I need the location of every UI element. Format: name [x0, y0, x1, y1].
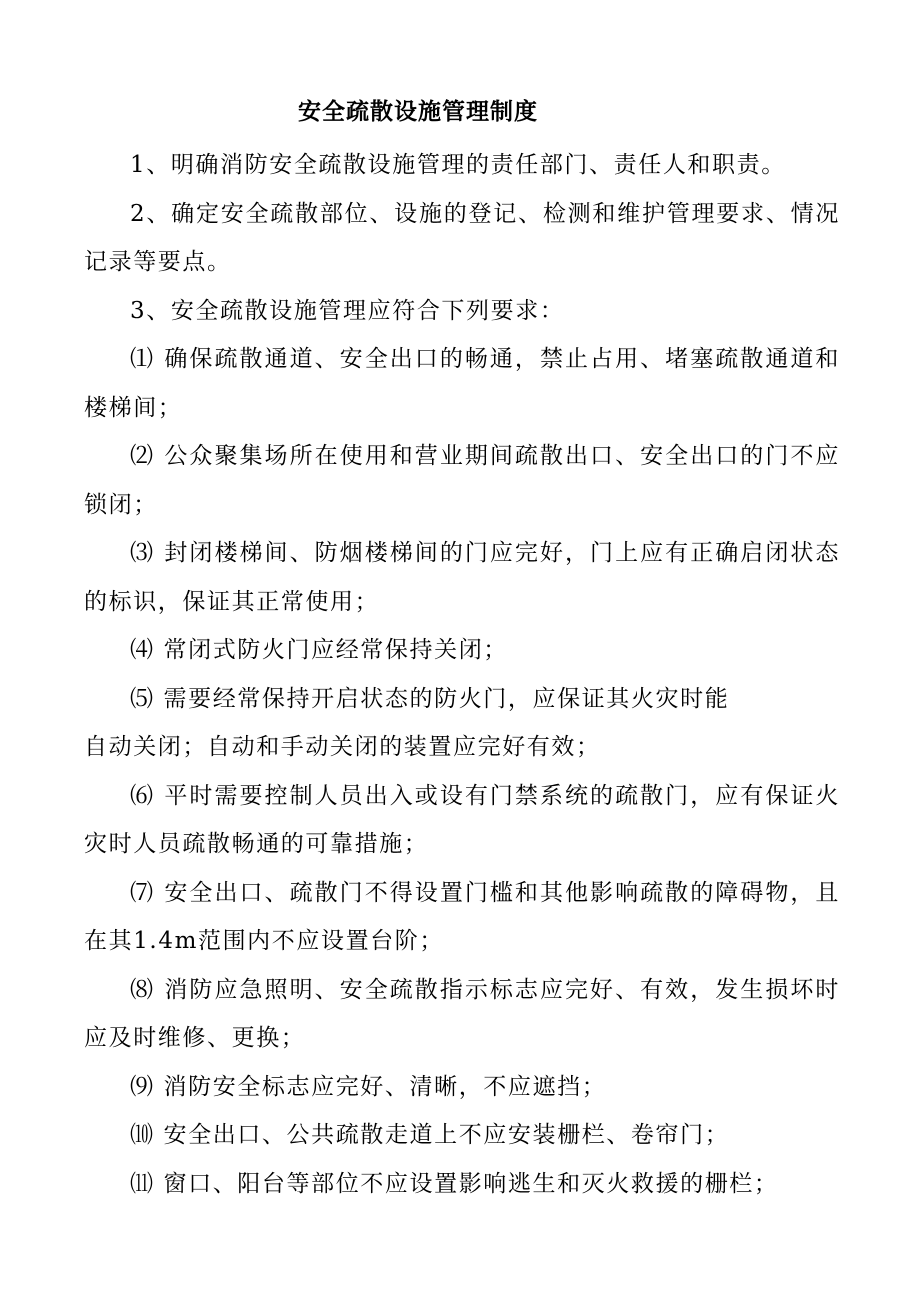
list-item-9: ⑼ 消防安全标志应完好、清晰，不应遮挡；: [130, 1073, 607, 1100]
list-item-1: ⑴ 确保疏散通道、安全出口的畅通，禁止占用、堵塞疏散通道和楼梯间；: [84, 346, 840, 421]
list-item-6: ⑹ 平时需要控制人员出入或设有门禁系统的疏散门，应有保证火灾时人员疏散畅通的可靠措施；: [84, 782, 840, 857]
list-item-5: ⑸ 需要经常保持开启状态的防火门，应保证其火灾时能: [130, 685, 730, 712]
list-item-4: ⑷ 常闭式防火门应经常保持关闭；: [130, 637, 508, 663]
document-body: [84, 141, 840, 1208]
list-item-8: ⑻ 消防应急照明、安全疏散指示标志应完好、有效，发生损坏时应及时维修、更换；: [84, 976, 840, 1051]
list-item-2: ⑵ 公众聚集场所在使用和营业期间疏散出口、安全出口的门不应锁闭；: [84, 443, 840, 518]
list-item-7: ⑺ 安全出口、疏散门不得设置门槛和其他影响疏散的障碍物，且在其1.4m范围内不应设置台阶；: [84, 879, 840, 954]
paragraph-3: 3、安全疏散设施管理应符合下列要求：: [130, 297, 565, 324]
list-item-5-continuation: 自动关闭；自动和手动关闭的装置应完好有效；: [84, 734, 601, 760]
document-title: 安全疏散设施管理制度: [298, 98, 538, 125]
paragraph-2: 2、确定安全疏散部位、设施的登记、检测和维护管理要求、情况记录等要点。: [84, 200, 840, 275]
paragraph-1: 1、明确消防安全疏散设施管理的责任部门、责任人和职责。: [130, 152, 786, 178]
list-item-10: ⑽ 安全出口、公共疏散走道上不应安装栅栏、卷帘门；: [130, 1122, 730, 1148]
list-item-11: ⑾ 窗口、阳台等部位不应设置影响逃生和灭火救援的栅栏；: [130, 1170, 779, 1197]
list-item-3: ⑶ 封闭楼梯间、防烟楼梯间的门应完好，门上应有正确启闭状态的标识，保证其正常使用；: [84, 540, 840, 615]
